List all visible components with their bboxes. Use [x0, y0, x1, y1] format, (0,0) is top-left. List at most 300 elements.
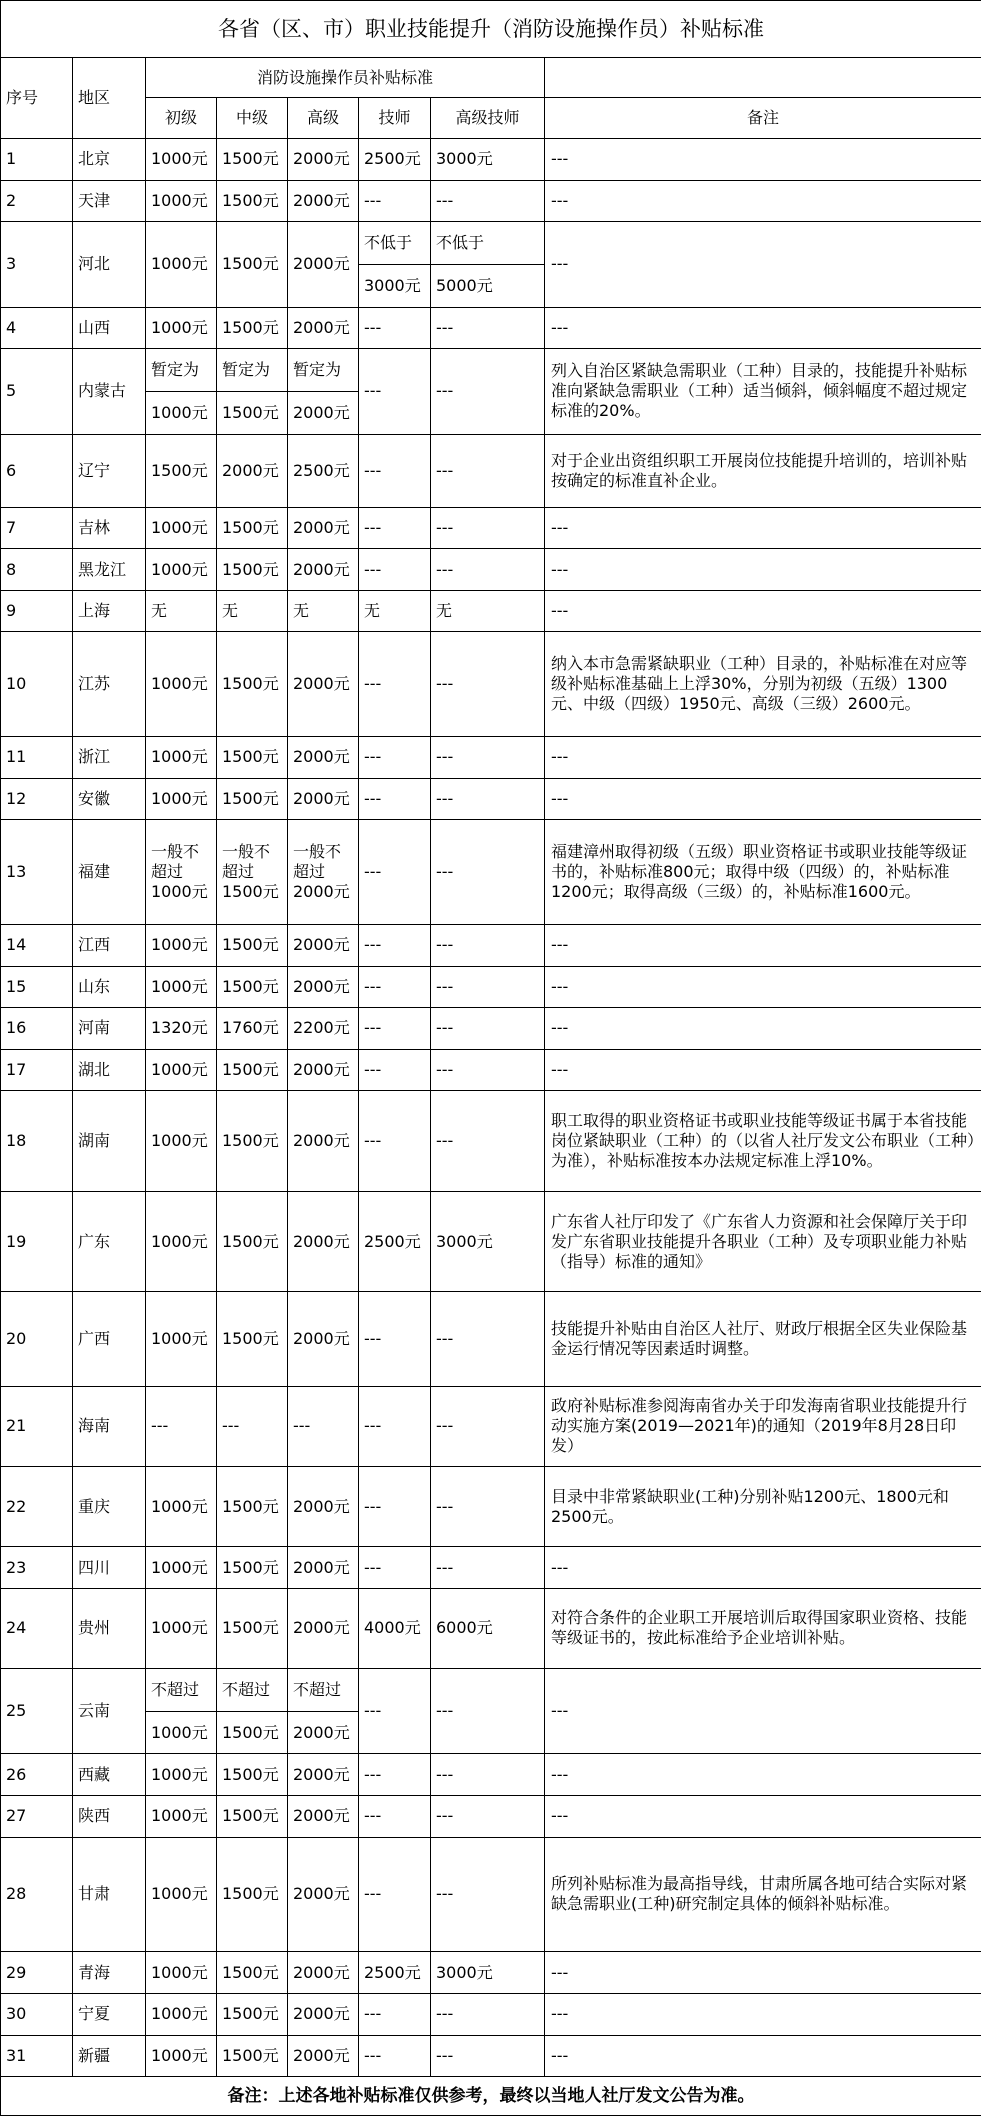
- value-cell: 3000元: [431, 139, 545, 181]
- value-cell: ---: [359, 1754, 431, 1796]
- note-cell: 列入自治区紧缺急需职业（工种）目录的，技能提升补贴标准向紧缺急需职业（工种）适当倾斜，倾斜幅度不超过规定标准的20%。: [545, 349, 981, 434]
- note-cell: ---: [545, 1795, 981, 1837]
- value-cell: 1500元: [217, 632, 288, 737]
- table-row: [1, 1049, 981, 1091]
- value-cell: ---: [431, 549, 545, 591]
- value-cell: ---: [431, 1049, 545, 1091]
- table-row: [1, 307, 981, 349]
- value-cell: ---: [431, 924, 545, 966]
- value-cell: 2200元: [288, 1008, 359, 1050]
- value-cell: 4000元: [359, 1588, 431, 1668]
- region-cell: 福建: [73, 820, 146, 925]
- seq-cell: 29: [1, 1952, 73, 1994]
- value-cell: 2000元: [288, 1467, 359, 1547]
- value-cell: 1500元: [217, 1993, 288, 2035]
- value-cell: ---: [359, 632, 431, 737]
- table-row: [1, 1837, 981, 1952]
- value-cell: 2500元: [359, 1952, 431, 1994]
- note-cell: ---: [545, 307, 981, 349]
- value-cell: ---: [146, 1386, 217, 1466]
- value-cell: 2000元: [288, 2035, 359, 2077]
- region-cell: 黑龙江: [73, 549, 146, 591]
- note-cell: ---: [545, 2035, 981, 2077]
- value-cell: 无: [431, 590, 545, 632]
- value-cell: 1500元: [217, 180, 288, 222]
- region-cell: 北京: [73, 139, 146, 181]
- seq-cell: 20: [1, 1292, 73, 1386]
- value-cell: ---: [431, 966, 545, 1008]
- value-cell: ---: [359, 507, 431, 549]
- value-cell: 2500元: [359, 139, 431, 181]
- value-cell: 暂定为: [146, 349, 217, 392]
- value-cell: 1000元: [146, 1795, 217, 1837]
- value-cell: 1500元: [217, 1588, 288, 1668]
- seq-header: 序号: [1, 57, 73, 138]
- blank-header: [545, 57, 981, 98]
- note-cell: ---: [545, 180, 981, 222]
- value-cell: 暂定为: [217, 349, 288, 392]
- seq-cell: 22: [1, 1467, 73, 1547]
- value-cell: 1500元: [217, 507, 288, 549]
- value-cell: 1000元: [146, 1191, 217, 1292]
- level-header: 中级: [217, 98, 288, 139]
- note-cell: ---: [545, 507, 981, 549]
- table-row: [1, 349, 981, 392]
- value-cell: 2000元: [288, 1091, 359, 1192]
- table-row: [1, 1588, 981, 1668]
- value-cell: 一般不超过2000元: [288, 820, 359, 925]
- note-cell: ---: [545, 1754, 981, 1796]
- table-row: [1, 507, 981, 549]
- value-cell: ---: [359, 1091, 431, 1192]
- value-cell: 2500元: [288, 434, 359, 507]
- table-row: [1, 1091, 981, 1192]
- value-cell: 1500元: [217, 222, 288, 307]
- value-cell: ---: [288, 1386, 359, 1466]
- seq-cell: 1: [1, 139, 73, 181]
- note-cell: ---: [545, 590, 981, 632]
- value-cell: ---: [431, 1795, 545, 1837]
- region-cell: 江西: [73, 924, 146, 966]
- table-row: [1, 434, 981, 507]
- value-cell: 1000元: [146, 2035, 217, 2077]
- value-cell: 1000元: [146, 1993, 217, 2035]
- note-cell: 纳入本市急需紧缺职业（工种）目录的，补贴标准在对应等级补贴标准基础上上浮30%，分别为初级（五级）1300元、中级（四级）1950元、高级（三级）2600元。: [545, 632, 981, 737]
- value-cell: 1500元: [217, 2035, 288, 2077]
- note-cell: 广东省人社厅印发了《广东省人力资源和社会保障厅关于印发广东省职业技能提升各职业（工种）及专项职业能力补贴（指导）标准的通知》: [545, 1191, 981, 1292]
- value-cell: ---: [359, 924, 431, 966]
- value-cell: ---: [431, 632, 545, 737]
- seq-cell: 18: [1, 1091, 73, 1192]
- note-cell: 福建漳州取得初级（五级）职业资格证书或职业技能等级证书的，补贴标准800元；取得中级（四级）的，补贴标准1200元；取得高级（三级）的，补贴标准1600元。: [545, 820, 981, 925]
- value-cell: 2000元: [288, 1795, 359, 1837]
- note-cell: 职工取得的职业资格证书或职业技能等级证书属于本省技能岗位紧缺职业（工种）的（以省人社厅发文公布职业（工种）为准），补贴标准按本办法规定标准上浮10%。: [545, 1091, 981, 1192]
- value-cell: 1000元: [146, 1292, 217, 1386]
- region-cell: 广东: [73, 1191, 146, 1292]
- table-row: [1, 924, 981, 966]
- value-cell: ---: [431, 1547, 545, 1589]
- seq-cell: 31: [1, 2035, 73, 2077]
- level-header: 高级技师: [431, 98, 545, 139]
- region-cell: 天津: [73, 180, 146, 222]
- region-header: 地区: [73, 57, 146, 138]
- value-cell: ---: [359, 349, 431, 434]
- value-cell: ---: [359, 549, 431, 591]
- value-cell: 1500元: [217, 307, 288, 349]
- note-cell: ---: [545, 924, 981, 966]
- value-cell: ---: [359, 1467, 431, 1547]
- value-cell: 一般不超过1500元: [217, 820, 288, 925]
- value-cell: 1000元: [146, 1547, 217, 1589]
- note-cell: ---: [545, 1547, 981, 1589]
- table-row: [1, 966, 981, 1008]
- region-cell: 陕西: [73, 1795, 146, 1837]
- note-cell: 对符合条件的企业职工开展培训后取得国家职业资格、技能等级证书的，按此标准给予企业培训补贴。: [545, 1588, 981, 1668]
- value-cell: 1000元: [146, 1711, 217, 1754]
- value-cell: 2000元: [288, 1711, 359, 1754]
- value-cell: 暂定为: [288, 349, 359, 392]
- note-cell: ---: [545, 737, 981, 779]
- region-cell: 四川: [73, 1547, 146, 1589]
- value-cell: ---: [431, 1467, 545, 1547]
- seq-cell: 8: [1, 549, 73, 591]
- value-cell: ---: [359, 1837, 431, 1952]
- value-cell: 2000元: [288, 737, 359, 779]
- note-cell: 政府补贴标准参阅海南省办关于印发海南省职业技能提升行动实施方案(2019—2021年)的通知（2019年8月28日印发）: [545, 1386, 981, 1466]
- region-cell: 内蒙古: [73, 349, 146, 434]
- seq-cell: 10: [1, 632, 73, 737]
- table-row: [1, 820, 981, 925]
- value-cell: 1500元: [217, 1292, 288, 1386]
- value-cell: 1000元: [146, 1049, 217, 1091]
- value-cell: ---: [431, 307, 545, 349]
- seq-cell: 3: [1, 222, 73, 307]
- value-cell: 5000元: [431, 264, 545, 307]
- value-cell: ---: [359, 1008, 431, 1050]
- value-cell: 1760元: [217, 1008, 288, 1050]
- note-cell: 技能提升补贴由自治区人社厅、财政厅根据全区失业保险基金运行情况等因素适时调整。: [545, 1292, 981, 1386]
- value-cell: ---: [431, 1386, 545, 1466]
- value-cell: 无: [217, 590, 288, 632]
- value-cell: ---: [431, 1837, 545, 1952]
- value-cell: 1000元: [146, 391, 217, 434]
- seq-cell: 2: [1, 180, 73, 222]
- table-row: [1, 632, 981, 737]
- value-cell: 1500元: [217, 737, 288, 779]
- value-cell: 1500元: [217, 924, 288, 966]
- value-cell: ---: [359, 778, 431, 820]
- table-row: [1, 1993, 981, 2035]
- seq-cell: 12: [1, 778, 73, 820]
- note-cell: 所列补贴标准为最高指导线，甘肃所属各地可结合实际对紧缺急需职业(工种)研究制定具体的倾斜补贴标准。: [545, 1837, 981, 1952]
- note-cell: ---: [545, 139, 981, 181]
- value-cell: 1320元: [146, 1008, 217, 1050]
- value-cell: ---: [359, 434, 431, 507]
- value-cell: ---: [359, 1292, 431, 1386]
- value-cell: ---: [359, 1386, 431, 1466]
- note-cell: ---: [545, 1049, 981, 1091]
- value-cell: 1500元: [146, 434, 217, 507]
- seq-cell: 16: [1, 1008, 73, 1050]
- value-cell: 1500元: [217, 1467, 288, 1547]
- value-cell: ---: [431, 1993, 545, 2035]
- seq-cell: 6: [1, 434, 73, 507]
- value-cell: 1000元: [146, 222, 217, 307]
- value-cell: 一般不超过1000元: [146, 820, 217, 925]
- table-row: [1, 1547, 981, 1589]
- value-cell: ---: [431, 778, 545, 820]
- seq-cell: 27: [1, 1795, 73, 1837]
- value-cell: 1000元: [146, 966, 217, 1008]
- value-cell: 2000元: [288, 1292, 359, 1386]
- seq-cell: 19: [1, 1191, 73, 1292]
- value-cell: 1500元: [217, 1049, 288, 1091]
- value-cell: 1000元: [146, 507, 217, 549]
- note-cell: ---: [545, 1669, 981, 1754]
- region-cell: 辽宁: [73, 434, 146, 507]
- seq-cell: 30: [1, 1993, 73, 2035]
- table-row: [1, 778, 981, 820]
- region-cell: 新疆: [73, 2035, 146, 2077]
- value-cell: 1500元: [217, 391, 288, 434]
- value-cell: 2000元: [288, 180, 359, 222]
- value-cell: 1000元: [146, 1952, 217, 1994]
- note-cell: ---: [545, 966, 981, 1008]
- region-cell: 海南: [73, 1386, 146, 1466]
- note-cell: ---: [545, 1952, 981, 1994]
- value-cell: ---: [217, 1386, 288, 1466]
- value-cell: 不超过: [146, 1669, 217, 1712]
- note-cell: ---: [545, 1008, 981, 1050]
- region-cell: 湖北: [73, 1049, 146, 1091]
- value-cell: 2000元: [288, 1993, 359, 2035]
- value-cell: ---: [359, 1993, 431, 2035]
- table-row: [1, 139, 981, 181]
- value-cell: 2000元: [288, 507, 359, 549]
- table-row: [1, 1754, 981, 1796]
- value-cell: 1500元: [217, 139, 288, 181]
- value-cell: 2000元: [288, 1049, 359, 1091]
- value-cell: 无: [288, 590, 359, 632]
- region-cell: 贵州: [73, 1588, 146, 1668]
- value-cell: 无: [359, 590, 431, 632]
- seq-cell: 14: [1, 924, 73, 966]
- value-cell: 1000元: [146, 924, 217, 966]
- seq-cell: 28: [1, 1837, 73, 1952]
- value-cell: 不低于: [359, 222, 431, 265]
- region-cell: 山西: [73, 307, 146, 349]
- value-cell: 1500元: [217, 778, 288, 820]
- value-cell: 2000元: [217, 434, 288, 507]
- value-cell: ---: [359, 180, 431, 222]
- note-cell: 对于企业出资组织职工开展岗位技能提升培训的，培训补贴按确定的标准直补企业。: [545, 434, 981, 507]
- value-cell: 不超过: [288, 1669, 359, 1712]
- value-cell: 2000元: [288, 391, 359, 434]
- level-header: 高级: [288, 98, 359, 139]
- value-cell: ---: [431, 507, 545, 549]
- group-header: 消防设施操作员补贴标准: [146, 57, 545, 98]
- value-cell: 1000元: [146, 139, 217, 181]
- value-cell: ---: [431, 1669, 545, 1754]
- value-cell: 2000元: [288, 139, 359, 181]
- value-cell: ---: [359, 966, 431, 1008]
- value-cell: ---: [359, 1795, 431, 1837]
- level-header: 初级: [146, 98, 217, 139]
- value-cell: ---: [431, 1008, 545, 1050]
- value-cell: 1000元: [146, 1837, 217, 1952]
- region-cell: 广西: [73, 1292, 146, 1386]
- value-cell: ---: [431, 2035, 545, 2077]
- table-row: [1, 1795, 981, 1837]
- value-cell: 1500元: [217, 1837, 288, 1952]
- seq-cell: 21: [1, 1386, 73, 1466]
- page-title: 各省（区、市）职业技能提升（消防设施操作员）补贴标准: [1, 1, 981, 58]
- region-cell: 湖南: [73, 1091, 146, 1192]
- value-cell: 1000元: [146, 307, 217, 349]
- value-cell: ---: [359, 307, 431, 349]
- value-cell: 1000元: [146, 632, 217, 737]
- note-cell: ---: [545, 222, 981, 307]
- table-row: [1, 180, 981, 222]
- region-cell: 甘肃: [73, 1837, 146, 1952]
- table-row: [1, 549, 981, 591]
- value-cell: 2000元: [288, 1837, 359, 1952]
- value-cell: 1000元: [146, 737, 217, 779]
- value-cell: ---: [431, 820, 545, 925]
- seq-cell: 15: [1, 966, 73, 1008]
- region-cell: 西藏: [73, 1754, 146, 1796]
- value-cell: ---: [359, 1547, 431, 1589]
- value-cell: 1500元: [217, 1091, 288, 1192]
- value-cell: 不低于: [431, 222, 545, 265]
- value-cell: 2000元: [288, 1952, 359, 1994]
- seq-cell: 17: [1, 1049, 73, 1091]
- value-cell: 2000元: [288, 1588, 359, 1668]
- region-cell: 吉林: [73, 507, 146, 549]
- value-cell: 2000元: [288, 549, 359, 591]
- table-row: [1, 737, 981, 779]
- value-cell: 2000元: [288, 632, 359, 737]
- table-row: [1, 1386, 981, 1466]
- seq-cell: 7: [1, 507, 73, 549]
- region-cell: 河南: [73, 1008, 146, 1050]
- value-cell: 1500元: [217, 1711, 288, 1754]
- table-row: [1, 222, 981, 265]
- seq-cell: 11: [1, 737, 73, 779]
- value-cell: 2500元: [359, 1191, 431, 1292]
- region-cell: 云南: [73, 1669, 146, 1754]
- value-cell: 1500元: [217, 1795, 288, 1837]
- value-cell: 不超过: [217, 1669, 288, 1712]
- value-cell: 1000元: [146, 1754, 217, 1796]
- table-row: [1, 1669, 981, 1712]
- seq-cell: 24: [1, 1588, 73, 1668]
- note-cell: ---: [545, 549, 981, 591]
- value-cell: 1500元: [217, 1754, 288, 1796]
- value-cell: ---: [431, 737, 545, 779]
- value-cell: 3000元: [359, 264, 431, 307]
- seq-cell: 4: [1, 307, 73, 349]
- value-cell: 1000元: [146, 1091, 217, 1192]
- table-row: [1, 1292, 981, 1386]
- footer-row: [1, 2077, 981, 2116]
- table-row: [1, 1191, 981, 1292]
- table-row: [1, 1952, 981, 1994]
- table-row: [1, 1467, 981, 1547]
- value-cell: 1500元: [217, 1191, 288, 1292]
- value-cell: 6000元: [431, 1588, 545, 1668]
- note-cell: 目录中非常紧缺职业(工种)分别补贴1200元、1800元和2500元。: [545, 1467, 981, 1547]
- value-cell: ---: [431, 1292, 545, 1386]
- value-cell: 1000元: [146, 1588, 217, 1668]
- region-cell: 安徽: [73, 778, 146, 820]
- value-cell: 1500元: [217, 549, 288, 591]
- region-cell: 河北: [73, 222, 146, 307]
- value-cell: 2000元: [288, 1754, 359, 1796]
- value-cell: 1500元: [217, 1547, 288, 1589]
- value-cell: ---: [431, 1091, 545, 1192]
- seq-cell: 26: [1, 1754, 73, 1796]
- value-cell: 2000元: [288, 1547, 359, 1589]
- value-cell: 2000元: [288, 1191, 359, 1292]
- value-cell: 3000元: [431, 1952, 545, 1994]
- footer-note: 备注：上述各地补贴标准仅供参考，最终以当地人社厅发文公告为准。: [1, 2077, 981, 2116]
- region-cell: 上海: [73, 590, 146, 632]
- value-cell: 1000元: [146, 549, 217, 591]
- value-cell: 2000元: [288, 966, 359, 1008]
- region-cell: 山东: [73, 966, 146, 1008]
- value-cell: 无: [146, 590, 217, 632]
- seq-cell: 9: [1, 590, 73, 632]
- table-row: [1, 1008, 981, 1050]
- value-cell: ---: [359, 737, 431, 779]
- value-cell: ---: [359, 2035, 431, 2077]
- region-cell: 浙江: [73, 737, 146, 779]
- value-cell: 1000元: [146, 180, 217, 222]
- value-cell: 2000元: [288, 222, 359, 307]
- value-cell: 2000元: [288, 924, 359, 966]
- level-header: 技师: [359, 98, 431, 139]
- value-cell: ---: [359, 1669, 431, 1754]
- note-header: 备注: [545, 98, 981, 139]
- seq-cell: 23: [1, 1547, 73, 1589]
- value-cell: ---: [359, 820, 431, 925]
- value-cell: 3000元: [431, 1191, 545, 1292]
- value-cell: 1500元: [217, 966, 288, 1008]
- value-cell: ---: [431, 434, 545, 507]
- seq-cell: 25: [1, 1669, 73, 1754]
- value-cell: ---: [431, 180, 545, 222]
- value-cell: ---: [431, 349, 545, 434]
- value-cell: 2000元: [288, 307, 359, 349]
- region-cell: 江苏: [73, 632, 146, 737]
- region-cell: 宁夏: [73, 1993, 146, 2035]
- value-cell: ---: [431, 1754, 545, 1796]
- note-cell: ---: [545, 1993, 981, 2035]
- table-row: [1, 590, 981, 632]
- region-cell: 重庆: [73, 1467, 146, 1547]
- region-cell: 青海: [73, 1952, 146, 1994]
- table-row: [1, 2035, 981, 2077]
- value-cell: 1000元: [146, 1467, 217, 1547]
- value-cell: 2000元: [288, 778, 359, 820]
- value-cell: 1500元: [217, 1952, 288, 1994]
- note-cell: ---: [545, 778, 981, 820]
- value-cell: 1000元: [146, 778, 217, 820]
- seq-cell: 5: [1, 349, 73, 434]
- value-cell: ---: [359, 1049, 431, 1091]
- seq-cell: 13: [1, 820, 73, 925]
